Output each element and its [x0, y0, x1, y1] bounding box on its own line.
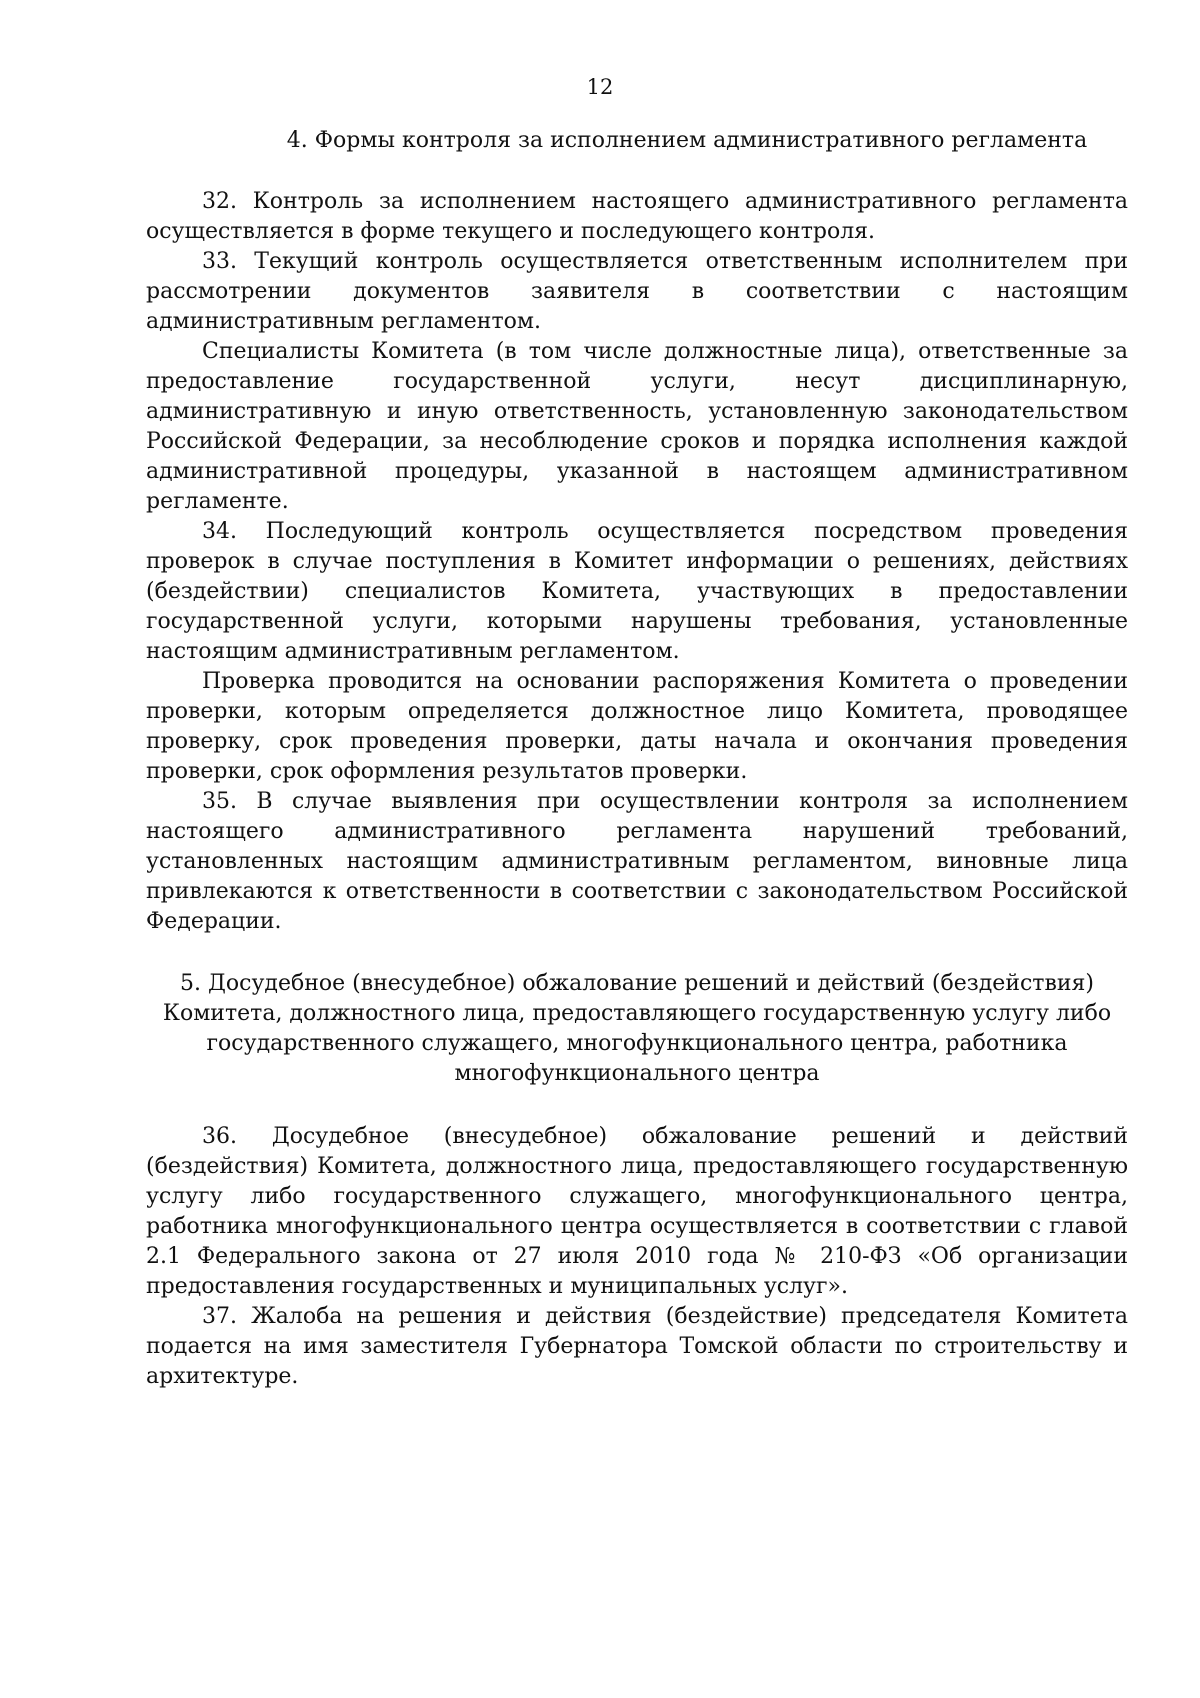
- paragraph-34-inspection: Проверка проводится на основании распоряжения Комитета о проведении проверки, которым определяется должностное лицо Комитета, проводящее проверку, срок проведения проверки, даты начала и окончания проведения проверки, срок оформления результатов проверки.: [146, 669, 1128, 784]
- section-5-heading-line: многофункционального центра: [454, 1061, 820, 1086]
- section-5-body: [146, 1122, 1128, 1392]
- document-body: [146, 126, 1128, 1392]
- section-4-heading: 4. Формы контроля за исполнением административного регламента: [286, 128, 1088, 153]
- section-5-heading-line: Комитета, должностного лица, предоставляющего государственную услугу либо: [162, 1001, 1112, 1026]
- section-5-heading-line: государственного служащего, многофункционального центра, работника: [206, 1031, 1068, 1056]
- page-number: 12: [586, 75, 614, 99]
- paragraph-35: 35. В случае выявления при осуществлении контроля за исполнением настоящего административного регламента нарушений требований, установленных настоящим административным регламентом, виновные лица привлекаются к ответственности в соответствии с законодательством Российской Федерации.: [146, 789, 1128, 934]
- paragraph-33: 33. Текущий контроль осуществляется ответственным исполнителем при рассмотрении документов заявителя в соответствии с настоящим административным регламентом.: [146, 249, 1128, 334]
- paragraph-37: 37. Жалоба на решения и действия (бездействие) председателя Комитета подается на имя заместителя Губернатора Томской области по строительству и архитектуре.: [146, 1304, 1128, 1389]
- section-5-heading-line: 5. Досудебное (внесудебное) обжалование решений и действий (бездействия): [180, 971, 1094, 996]
- paragraph-36: 36. Досудебное (внесудебное) обжалование решений и действий (бездействия) Комитета, должностного лица, предоставляющего государственную услугу либо государственного служащего, многофункционального центра, работника многофункционального центра осуществляется в соответствии с главой 2.1 Федерального закона от 27 июля 2010 года № 210-ФЗ «Об организации предоставления государственных и муниципальных услуг».: [146, 1124, 1128, 1299]
- paragraph-32: 32. Контроль за исполнением настоящего административного регламента осуществляется в форме текущего и последующего контроля.: [146, 189, 1128, 244]
- paragraph-33-specialists: Специалисты Комитета (в том числе должностные лица), ответственные за предоставление государственной услуги, несут дисциплинарную, административную и иную ответственность, установленную законодательством Российской Федерации, за несоблюдение сроков и порядка исполнения каждой административной процедуры, указанной в настоящем административном регламенте.: [146, 339, 1128, 514]
- section-4-body: [146, 187, 1128, 937]
- paragraph-34: 34. Последующий контроль осуществляется посредством проведения проверок в случае поступления в Комитет информации о решениях, действиях (бездействии) специалистов Комитета, участвующих в предоставлении государственной услуги, которыми нарушены требования, установленные настоящим административным регламентом.: [146, 519, 1128, 664]
- section-5-heading: [146, 969, 1128, 1089]
